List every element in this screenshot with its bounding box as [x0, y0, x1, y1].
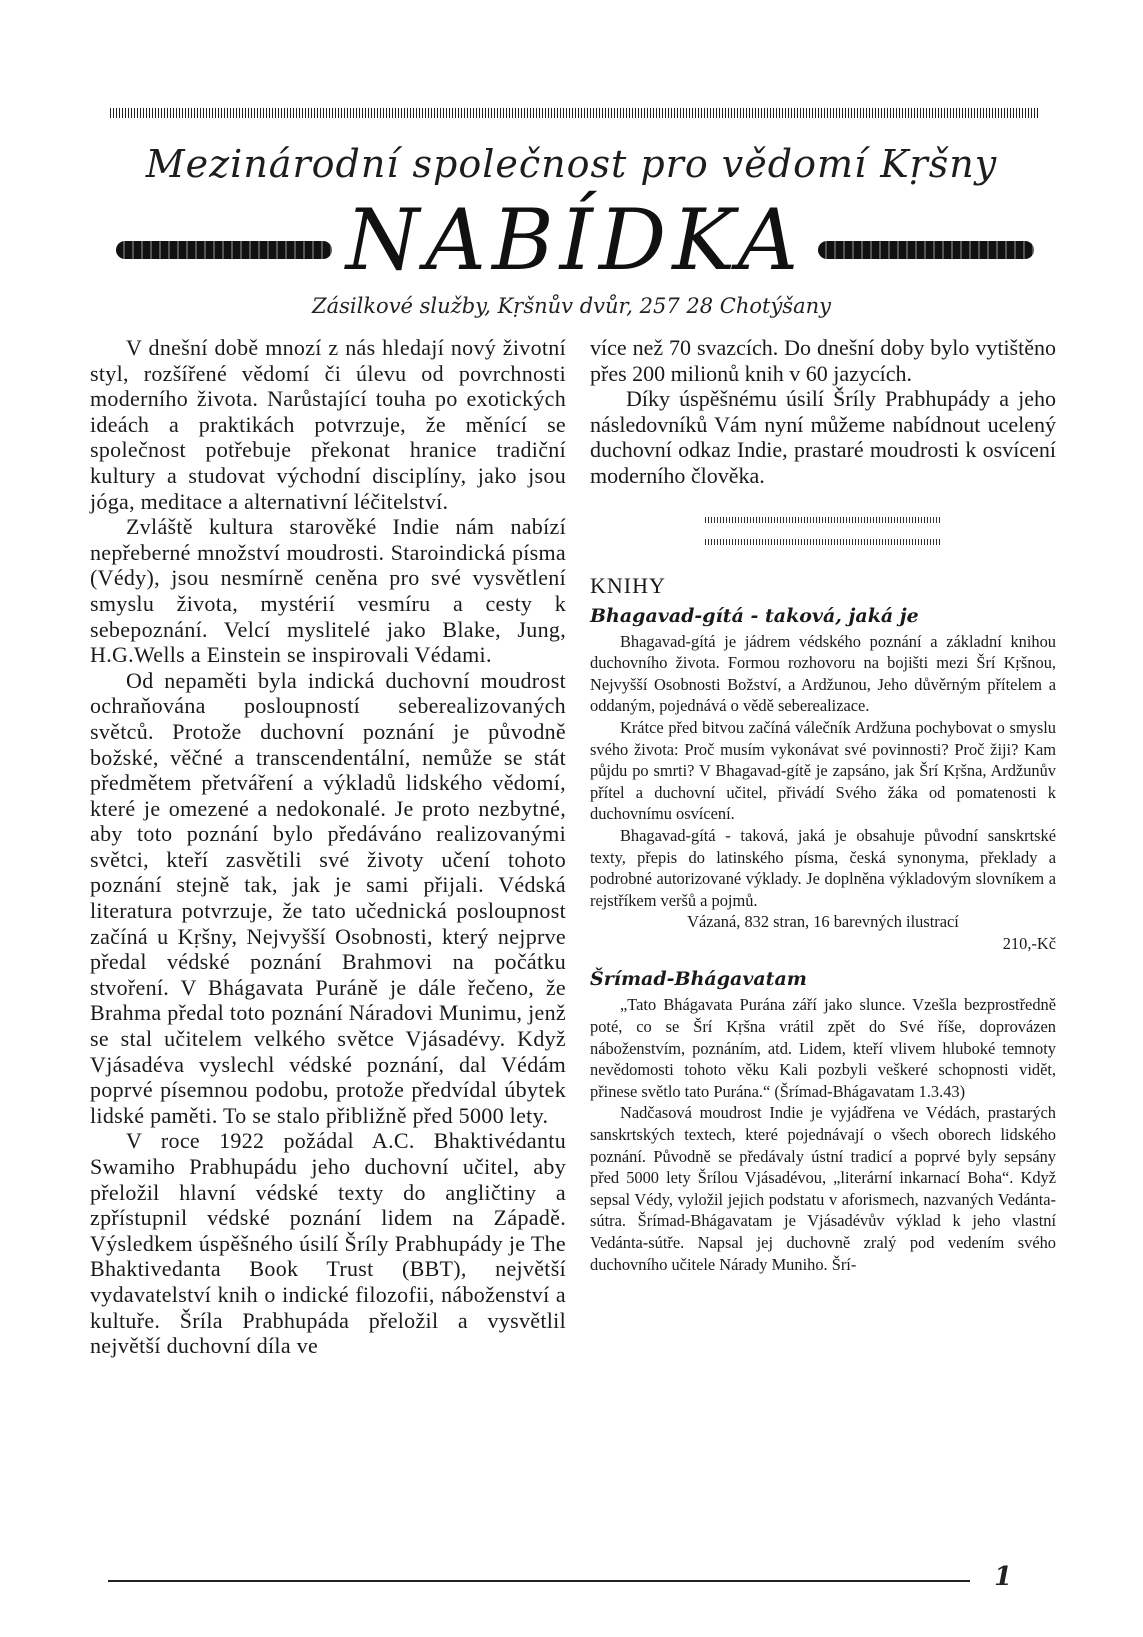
book2-paragraph-1: „Tato Bhágavata Purána září jako slunce. Vzešla bezprostředně poté, co se Šrí Kṛšna vrátil zpět do Své říše, doprovázen náboženstvím, poznáním, atd. Lidem, kteří vlivem hluboké temnoty nevědomosti tohoto věku Kali pozbyli veškeré schopnosti vidět, přinese světlo tato Purána.“ (Šrímad-Bhágavatam 1.3.43)	[590, 995, 1056, 1101]
book-description-srimad-bhagavatam	[590, 994, 1056, 1275]
title-row	[110, 191, 1040, 289]
right-ornament-bar	[818, 241, 1034, 259]
intro-paragraph-3: Od nepaměti byla indická duchovní moudrost ochraňována posloupností seberealizovaných světců. Protože duchovní poznání je původně božské, věčné a transcendentální, nemůže se stát předmětem přetváření a výkladů lidského vědomí, které je omezené a nedokonalé. Je proto nezbytné, aby toto poznání bylo předáváno realizovanými světci, kteří zasvětili své životy učení tohoto poznání stejně tak, jak je sami přijali. Védská literatura potvrzuje, že tato učednická posloupnost začíná u Kṛšny, Nejvyšší Osobnosti, který nejprve předal védské poznání Brahmovi na počátku stvoření. V Bhágavata Puráně je dále řečeno, že Brahma předal toto poznání Náradovi Munimu, jenž se stal učitelem velkého světce Vjásadévy. Když Vjásadéva vyslechl védské poznání, dal Védám poprvé písemnou podobu, protože předvídal úbytek lidské paměti. To se stalo přibližně před 5000 lety.	[90, 667, 566, 1128]
address-line: Zásilkové služby, Kṛšnův dvůr, 257 28 Chotýšany	[312, 294, 831, 318]
book-title-bhagavad-gita: Bhagavad-gítá - taková, jaká je	[590, 604, 919, 627]
intro-paragraph-4: V roce 1922 požádal A.C. Bhaktivédantu Swamiho Prabhupádu jeho duchovní učitel, aby přeložil hlavní védské texty do angličtiny a zpřístupnil védské poznání lidem na Západě. Výsledkem úspěšného úsilí Šríly Prabhupády je The Bhaktivedanta Book Trust (BBT), největší vydavatelství knih o indické filozofii, náboženství a kultuře. Šríla Prabhupáda přeložil a vysvětlil největší duchovní díla ve	[90, 1128, 566, 1359]
intro-paragraph-1: V dnešní době mnozí z nás hledají nový životní styl, rozšířené vědomí či úlevu od povrchnosti moderního života. Narůstající touha po exotických ideách a praktikách potvrzuje, že měnící se společnost potřebuje překonat hranice tradiční kultury a studovat východní disciplíny, jako jsou jóga, meditace a alternativní léčitelství.	[90, 335, 566, 514]
page-title: NABÍDKA	[345, 191, 805, 289]
book-description-bhagavad-gita	[590, 631, 1056, 955]
left-column	[90, 335, 566, 1359]
intro-paragraph-5: více než 70 svazcích. Do dnešní doby bylo vytištěno přes 200 milionů knih v 60 jazycích.	[590, 335, 1056, 386]
bottom-rule	[108, 1580, 970, 1582]
book1-paragraph-3: Bhagavad-gítá - taková, jaká je obsahuje původní sanskrtské texty, přepis do latinského písma, česká synonyma, překlady a podrobné autorizované výklady. Je doplněna výkladovým slovníkem a rejstříkem veršů a pojmů.	[590, 825, 1056, 910]
organization-name: Mezinárodní společnost pro vědomí Kṛšny	[145, 142, 998, 186]
right-column	[590, 335, 1056, 1275]
page-number: 1	[994, 1562, 1013, 1592]
book-title-srimad-bhagavatam: Šrímad-Bhágavatam	[590, 968, 807, 991]
intro-continuation	[590, 335, 1056, 489]
intro-paragraph-6: Díky úspěšnému úsilí Šríly Prabhupády a jeho následovníků Vám nyní můžeme nabídnout ucelený duchovní odkaz Indie, prastaré moudrosti k osvícení moderního člověka.	[590, 386, 1056, 488]
book2-paragraph-2: Nadčasová moudrost Indie je vyjádřena ve Védách, prastarých sanskrtských textech, které pojednávají o všech oborech lidského poznání. Původně se předávaly ústní tradicí a poprvé byly sepsány před 5000 lety Šrílou Vjásadévou, „literární inkarnací Boha“. Když sepsal Védy, vyložil jejich podstatu v aforismech, nazvaných Vedánta-sútra. Šrímad-Bhágavatam je Vjásadévův výklad k jeho vlastní Vedánta-sútře. Napsal jej duchovně zralý pod vedením svého duchovního učitele Nárady Muniho. Šrí-	[590, 1103, 1056, 1274]
book1-paragraph-2: Krátce před bitvou začíná válečník Ardžuna pochybovat o smyslu svého života: Proč musím vykonávat své povinnosti? Proč žiji? Kam půjdu po smrti? V Bhagavad-gítě je zapsáno, jak Šrí Kṛšna, Ardžunův přítel a duchovní učitel, přivádí Svého žáka od pomatenosti k duchovnímu osvícení.	[590, 717, 1056, 824]
book1-price: 210,-Kč	[1002, 933, 1056, 953]
book1-binding: Vázaná, 832 stran, 16 barevných ilustrací	[687, 912, 959, 932]
intro-paragraph-2: Zvláště kultura starověké Indie nám nabízí nepřeberné množství moudrosti. Staroindická písma (Védy), jsou nesmírně ceněna pro své vysvětlení smyslu života, mystérií vesmíru a cesty k sebepoznání. Velcí myslitelé jako Blake, Jung, H.G.Wells a Einstein se inspirovali Védami.	[90, 514, 566, 668]
book1-paragraph-1: Bhagavad-gítá je jádrem védského poznání a základní knihou duchovního života. Formou rozhovoru na bojišti mezi Šrí Kṛšnou, Nejvyšší Osobnosti Božství, a Ardžunou, Jeho důvěrným přítelem a oddaným, pojednává o vědě seberealizace.	[590, 631, 1056, 716]
section-heading-books: KNIHY	[590, 572, 666, 598]
top-dotted-band	[110, 108, 1040, 118]
